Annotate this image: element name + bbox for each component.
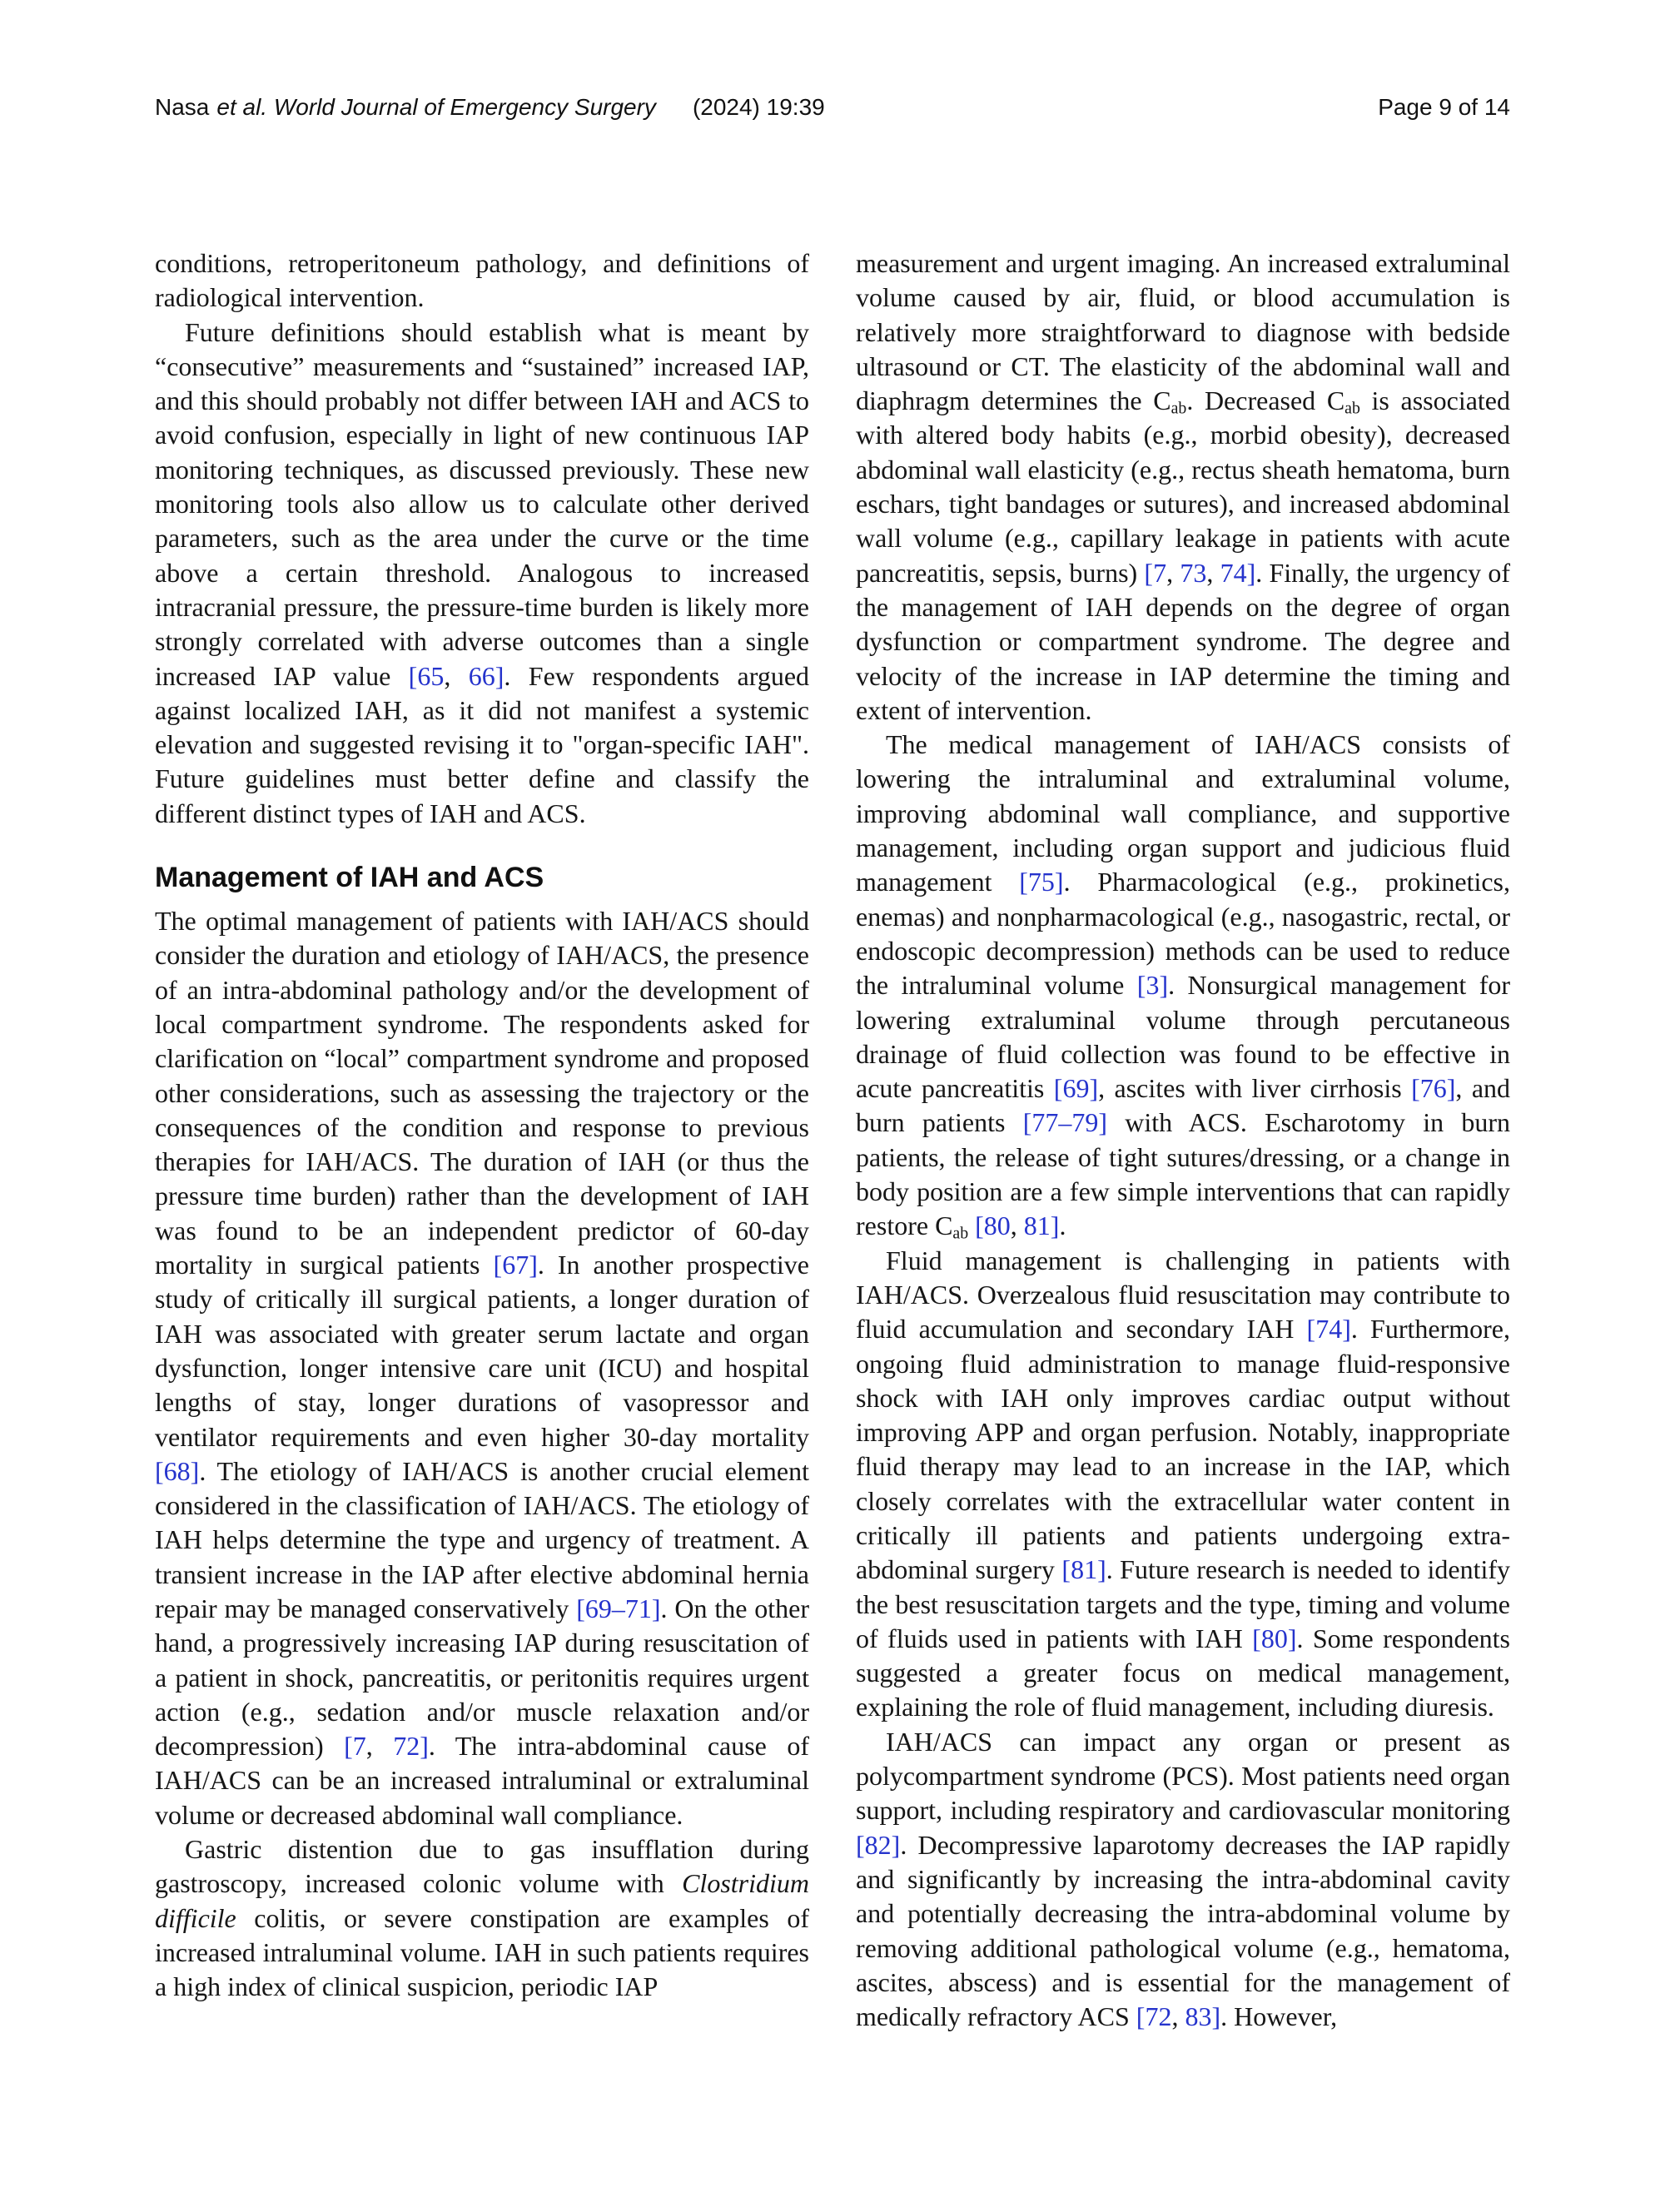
paragraph [155, 316, 809, 831]
citation-link[interactable]: [65 [408, 660, 445, 691]
running-head-authors: Nasa [155, 94, 210, 120]
subscript-text: ab [1170, 399, 1187, 418]
paragraph [856, 1244, 1510, 1725]
running-head [0, 0, 1665, 122]
citation-link[interactable]: [80] [1252, 1623, 1297, 1653]
body-text: The medical management of IAH/ACS consists of lowering the intraluminal and extraluminal volume, improving abdominal wall compliance, and supportive management, including organ support and judicious fluid management [856, 729, 1510, 897]
body-text: is associated with altered body habits (e.g., morbid obesity), decreased abdominal wall elasticity (e.g., rectus sheath hematoma, burn eschars, tight bandages or sutures), and increased abdominal wall volume (e.g., capillary leakage in patients with acute pancreatitis, sepsis, burns) [856, 385, 1511, 588]
citation-link[interactable]: [81] [1061, 1554, 1106, 1585]
citation-link[interactable]: [3] [1136, 970, 1169, 1001]
citation-link[interactable]: [76] [1411, 1073, 1456, 1104]
body-text: measurement and urgent imaging. An increased extraluminal volume caused by air, fluid, or blood accumulation is relatively more straightforward to diagnose with bedside ultrasound or CT. The elasticity of the abdominal wall and diaphragm determines the C [856, 248, 1510, 416]
body-text: , ascites with liver cirrhosis [1098, 1073, 1412, 1104]
citation-link[interactable]: 74] [1220, 557, 1256, 588]
body-text: . Pharmacological (e.g., prokinetics, enemas) and nonpharmacological (e.g., nasogastric, rectal, or endoscopic decompression) methods can be used to reduce the intraluminal volume [856, 867, 1510, 1001]
body-text: , [1166, 557, 1180, 588]
paragraph [856, 728, 1510, 1243]
body-text: . Decompressive laparotomy decreases the IAP rapidly and significantly by increasing the intra-abdominal cavity and potentially decreasing the intra-abdominal volume by removing additional pathological volume (e.g., hematoma, ascites, abscess) and is essential for the management of medically refractory ACS [856, 1829, 1510, 2032]
running-head-journal: et al. World Journal of Emergency Surgery [216, 94, 656, 120]
body-text: , [1206, 557, 1220, 588]
citation-link[interactable]: 72] [393, 1731, 429, 1762]
body-text: . Decreased C [1186, 385, 1345, 416]
paragraph [856, 246, 1510, 728]
body-text: Future definitions should establish what is meant by “consecutive” measurements and “sustained” increased IAP, and this should probably not differ between IAH and ACS to avoid confusion, especially in light of new continuous IAP monitoring techniques, as discussed previously. These new monitoring tools also allow us to calculate other derived parameters, such as the area under the curve or the time above a certain threshold. Analogous to increased intracranial pressure, the pressure-time burden is likely more strongly correlated with adverse outcomes than a single increased IAP value [155, 316, 809, 691]
body-text: . [1059, 1210, 1066, 1241]
body-text: . In another prospective study of critically ill surgical patients, a longer duration of IAH was associated with greater serum lactate and organ dysfunction, longer intensive care unit (ICU) and hospital lengths of stay, longer durations of vasopressor and ventilator requirements and even higher 30-day mortality [155, 1250, 810, 1452]
right-column [856, 246, 1510, 2034]
citation-link[interactable]: [82] [856, 1829, 901, 1860]
citation-link[interactable]: [77–79] [1022, 1107, 1107, 1138]
paragraph [155, 904, 809, 1832]
paragraph [155, 1832, 809, 2004]
body-text: . Some respondents suggested a greater focus on medical management, explaining the role of fluid management, including diuresis. [856, 1623, 1511, 1722]
body-text: . The intra-abdominal cause of IAH/ACS can be an increased intraluminal or extraluminal volume or decreased abdominal wall compliance. [155, 1731, 809, 1830]
citation-link[interactable]: 81] [1023, 1210, 1060, 1241]
body-text: conditions, retroperitoneum pathology, and definitions of radiological intervention. [155, 248, 809, 313]
body-text: , [444, 660, 469, 691]
citation-link[interactable]: 83] [1185, 2001, 1221, 2032]
body-text: . Future research is needed to identify the best resuscitation targets and the type, timing and volume of fluids used in patients with IAH [856, 1554, 1511, 1653]
citation-link[interactable]: [75] [1019, 867, 1064, 897]
citation-link[interactable]: [72 [1136, 2001, 1172, 2032]
page-number: Page 9 of 14 [1378, 94, 1510, 120]
italic-text: Clostridium difficile [155, 1868, 809, 1933]
body-text: . Furthermore, ongoing fluid administration to manage fluid-responsive shock with IAH only improves cardiac output without improving APP and organ perfusion. Notably, inappropriate fluid therapy may lead to an increase in the IAP, which closely correlates with the extracellular water content in critically ill patients and patients undergoing extra-abdominal surgery [856, 1314, 1510, 1585]
citation-link[interactable]: [67] [493, 1250, 538, 1280]
running-head-issue: (2024) 19:39 [692, 94, 825, 120]
subscript-text: ab [1344, 399, 1360, 418]
paragraph [155, 246, 809, 316]
running-head-citation [155, 93, 825, 122]
body-text: The optimal management of patients with IAH/ACS should consider the duration and etiology of IAH/ACS, the presence of an intra-abdominal pathology and/or the development of local compartment syndrome. The respondents asked for clarification on “local” compartment syndrome and proposed other considerations, such as assessing the trajectory or the consequences of the condition and response to previous therapies for IAH/ACS. The duration of IAH (or thus the pressure time burden) rather than the development of IAH was found to be an independent predictor of 60-day mortality in surgical patients [155, 906, 809, 1280]
citation-link[interactable]: [7 [1144, 557, 1167, 588]
body-text [968, 1210, 975, 1240]
body-text: , [1010, 1210, 1024, 1241]
left-column [155, 246, 809, 2034]
body-text: . Few respondents argued against localized IAH, as it did not manifest a systemic elevation and suggested revising it to "organ-specific IAH". Future guidelines must better define and classify the different distinct types of IAH and ACS. [155, 660, 810, 828]
citation-link[interactable]: 73 [1180, 557, 1207, 588]
citation-link[interactable]: 66] [468, 660, 504, 691]
body-text: Gastric distention due to gas insufflation during gastroscopy, increased colonic volume with [155, 1834, 809, 1899]
subscript-text: ab [952, 1224, 969, 1243]
body-text: Fluid management is challenging in patients with IAH/ACS. Overzealous fluid resuscitation may contribute to fluid accumulation and secondary IAH [856, 1245, 1510, 1345]
citation-link[interactable]: [69] [1053, 1073, 1099, 1104]
article-body [0, 246, 1665, 2034]
body-text: colitis, or severe constipation are examples of increased intraluminal volume. IAH in such patients requires a high index of clinical suspicion, periodic IAP [155, 1902, 809, 2002]
citation-link[interactable]: [74] [1306, 1314, 1351, 1345]
citation-link[interactable]: [68] [155, 1455, 200, 1486]
body-text: . However, [1220, 2001, 1338, 2032]
body-text: , [365, 1731, 394, 1762]
body-text: . Nonsurgical management for lowering extraluminal volume through percutaneous drainage of fluid collection was found to be effective in acute pancreatitis [856, 970, 1511, 1104]
body-text: IAH/ACS can impact any organ or present as polycompartment syndrome (PCS). Most patients need organ support, including respiratory and cardiovascular monitoring [856, 1726, 1510, 1826]
citation-link[interactable]: [80 [975, 1210, 1011, 1241]
body-text: with ACS. Escharotomy in burn patients, the release of tight sutures/dressing, or a change in body position are a few simple interventions that can rapidly restore C [856, 1107, 1511, 1241]
citation-link[interactable]: [7 [344, 1731, 366, 1762]
body-text: . The etiology of IAH/ACS is another crucial element considered in the classification of IAH/ACS. The etiology of IAH helps determine the type and urgency of treatment. A transient increase in the IAP after elective abdominal hernia repair may be managed conservatively [155, 1455, 809, 1623]
body-text: . Finally, the urgency of the management of IAH depends on the degree of organ dysfunction or compartment syndrome. The degree and velocity of the increase in IAP determine the timing and extent of intervention. [856, 557, 1511, 725]
body-text: . On the other hand, a progressively increasing IAP during resuscitation of a patient in shock, pancreatitis, or peritonitis requires urgent action (e.g., sedation and/or muscle relaxation and/or decompression) [155, 1593, 810, 1762]
body-text: , [1171, 2001, 1185, 2032]
body-text: , and burn patients [856, 1073, 1511, 1138]
paragraph [856, 1725, 1510, 2035]
section-heading: Management of IAH and ACS [155, 862, 544, 894]
citation-link[interactable]: [69–71] [576, 1593, 661, 1623]
